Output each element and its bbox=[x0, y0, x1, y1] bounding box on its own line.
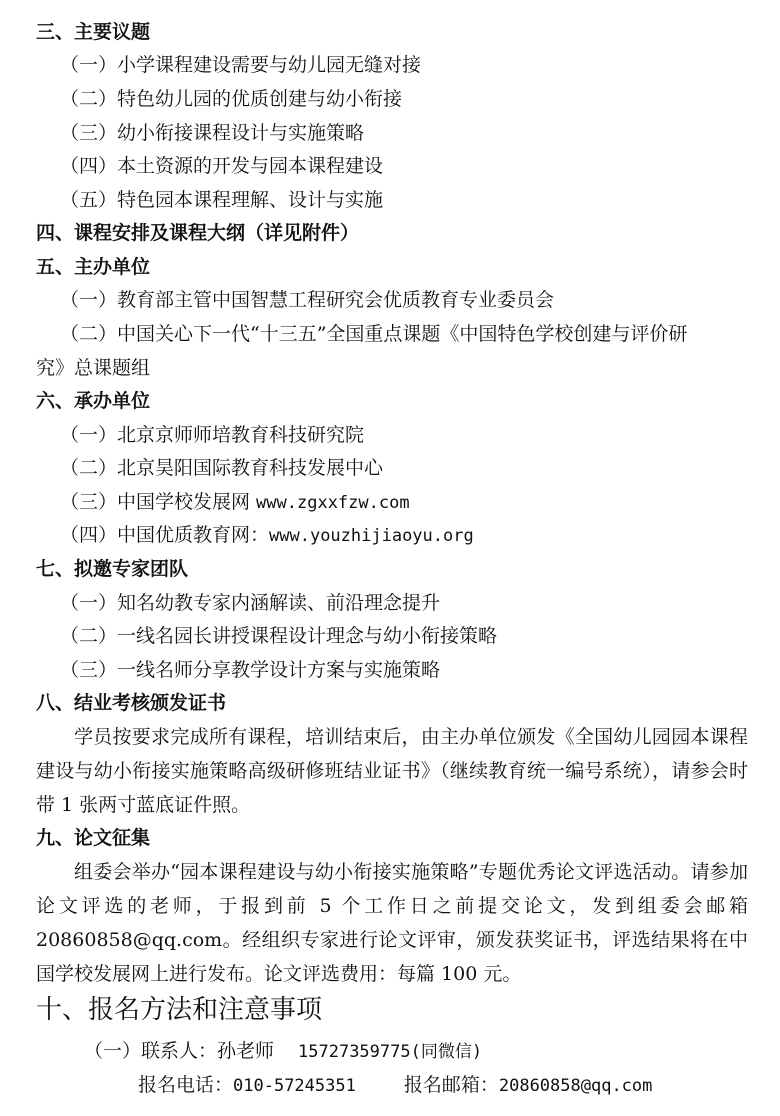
section-6-title: 六、承办单位 bbox=[36, 390, 151, 412]
contact-line bbox=[84, 1036, 482, 1066]
section-3-item-4: （四）本土资源的开发与园本课程建设 bbox=[60, 155, 384, 177]
section-6-item-3 bbox=[60, 487, 410, 517]
section-7-item-2: （二）一线名园长讲授课程设计理念与幼小衔接策略 bbox=[60, 625, 498, 647]
section-9-body: 组委会举办“园本课程建设与幼小衔接实施策略”专题优秀论文评选活动。请参加论文评选的老师，于报到前 5 个工作日之前提交论文，发到组委会邮箱 20860858@qq.com。经组织专家进行论文评审，颁发获奖证书，评选结果将在中国学校发展网上进行发布。论文评选费用：每篇 100 元。 bbox=[36, 861, 748, 985]
section-5-item-2-line-1: （二）中国关心下一代“十三五”全国重点课题《中国特色学校创建与评价研 bbox=[60, 323, 688, 345]
section-3-item-5: （五）特色园本课程理解、设计与实施 bbox=[60, 189, 384, 211]
section-6-item-4 bbox=[60, 520, 474, 550]
section-6-item-2: （二）北京昊阳国际教育科技发展中心 bbox=[60, 457, 384, 479]
section-6-item-4-label: （四）中国优质教育网： bbox=[60, 524, 270, 546]
registration-phone-label: 报名电话： bbox=[138, 1074, 234, 1096]
section-7-item-1: （一）知名幼教专家内涵解读、前沿理念提升 bbox=[60, 592, 441, 614]
registration-line bbox=[138, 1070, 652, 1100]
registration-email-label: 报名邮箱： bbox=[403, 1074, 499, 1096]
school-dev-site-link[interactable]: www.zgxxfzw.com bbox=[256, 493, 410, 513]
section-3-item-1: （一）小学课程建设需要与幼儿园无缝对接 bbox=[60, 54, 422, 76]
section-5-item-2-line-2: 究》总课题组 bbox=[36, 357, 151, 379]
section-8-title: 八、结业考核颁发证书 bbox=[36, 692, 227, 714]
section-8-body: 学员按要求完成所有课程，培训结束后，由主办单位颁发《全国幼儿园园本课程建设与幼小衔接实施策略高级研修班结业证书》（继续教育统一编号系统），请参会时带 1 张两寸蓝底证件照。 bbox=[36, 726, 748, 816]
section-7-item-3: （三）一线名师分享教学设计方案与实施策略 bbox=[60, 659, 441, 681]
contact-person: （一）联系人：孙老师 bbox=[84, 1040, 275, 1062]
section-3-item-2: （二）特色幼儿园的优质创建与幼小衔接 bbox=[60, 88, 403, 110]
quality-edu-site-link[interactable]: www.youzhijiaoyu.org bbox=[269, 526, 474, 546]
contact-phone: 15727359775(同微信) bbox=[298, 1042, 483, 1062]
section-6-item-1: （一）北京京师师培教育科技研究院 bbox=[60, 424, 365, 446]
registration-email[interactable]: 20860858@qq.com bbox=[498, 1076, 653, 1096]
section-4-title: 四、课程安排及课程大纲（详见附件） bbox=[36, 222, 360, 244]
section-3-title: 三、主要议题 bbox=[36, 21, 151, 43]
section-7-title: 七、拟邀专家团队 bbox=[36, 558, 189, 580]
section-6-item-3-label: （三）中国学校发展网 bbox=[60, 491, 257, 513]
section-9-title: 九、论文征集 bbox=[36, 827, 151, 849]
section-5-title: 五、主办单位 bbox=[36, 256, 151, 278]
registration-phone: 010-57245351 bbox=[233, 1076, 356, 1096]
section-10-title: 十、报名方法和注意事项 bbox=[36, 995, 323, 1025]
section-3-item-3: （三）幼小衔接课程设计与实施策略 bbox=[60, 122, 365, 144]
section-5-item-1: （一）教育部主管中国智慧工程研究会优质教育专业委员会 bbox=[60, 289, 555, 311]
